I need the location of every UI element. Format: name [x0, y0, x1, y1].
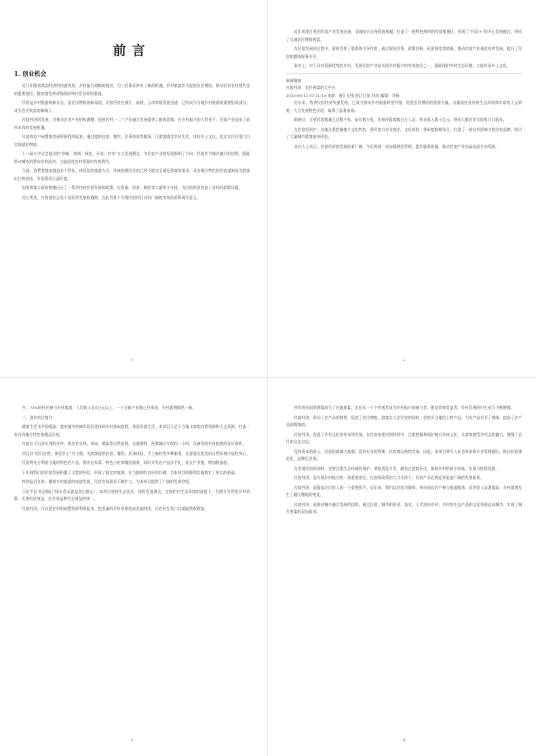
paragraph: 事实上，对于具有资源优势的乡村，发展民宿产业是实现乡村振兴的有效途径之一，既能保护乡村生态环境，又能传承乡土文化。: [294, 63, 511, 68]
paragraph: 近年来，我省民宿经济快速发展，已成为推动乡村旅游转型升级、促进农民增收的重要力量。各地依托良好的生态环境和丰富的人文资源，大力发展特色民宿，取得了显著成效。: [286, 100, 522, 113]
paragraph: 综上所述，民宿创业正处于良好的发展机遇期，在此背景下开展民宿项目具有广阔的市场前景和现实意义。: [22, 194, 201, 200]
page-number: 2: [402, 357, 406, 362]
paragraph: 据统计，全省民宿数量已达数千家，床位数万张，年接待游客数百万人次，营业收入数十亿元，带动大量农民实现家门口就业。: [294, 117, 507, 122]
paragraph: 随着生活水平的提高，越来越多的城市居民选择到乡村休闲度假，体验田园生活。本项目立足于当地丰富的自然资源和人文资源，打造一家具有地方特色的精品民宿。: [14, 424, 250, 437]
paragraph: 所有的民宿资源都成为了在地要素。农民从一个个旁观者成为乡村振兴的参与者、建设者和受益者，乡村发展的内生动力不断增强。: [294, 405, 515, 410]
paragraph: 二、创业项目简介: [22, 414, 53, 420]
paragraph: 民宿经济，是提高农民收入的一个重要抓手。近年来，我们以民宿为载体，带动周边农户参与旅游服务，农民收入显著提高，乡村面貌发生了翻天覆地的变化。: [286, 484, 522, 497]
paragraph: 近几年随着我国经济的快速发展，乡村振兴战略的提出，为三农事业带来了新的机遇。乡村旅游作为促进农民增收、推动农业农村现代化的重要途径，越来越受到各级政府和社会各界的重视。: [14, 83, 250, 96]
paragraph: 十年间我们的民宿发展积累了丰富的经验，形成了稳定的客源，在当地拥有良好的口碑，为本项目的顺利实施奠定了坚实的基础。: [22, 469, 239, 475]
paragraph: 十八届五中全会提出的“创新、协调、绿色、开放、共享”五大发展理念，为民宿产业的发展指明了方向。民宿作为城乡融合的纽带，既能带动城市消费向乡村流动，又能促进农村资源的有效利用。: [14, 151, 250, 164]
paragraph: 项目以“回归自然、体验乡土”为主题，为游客提供住宿、餐饮、农事体验、手工制作等多种服务，让游客在优美的自然环境中放松身心。: [22, 450, 250, 456]
page-title: 前言: [112, 44, 151, 59]
paragraph: 习近平总书记指出“绿水青山就是金山银山”，本项目坚持生态优先、绿色发展理念，在保护好生态环境的前提下，合理开发利用乡村资源，实现经济效益、社会效益和生态效益的统一。: [14, 488, 250, 501]
page-3: [0, 380, 264, 756]
paragraph: 国家和地方政府相继出台了一系列扶持民宿发展的政策，在用地、资金、税收等方面给予支持，为民宿创业营造了良好的政策环境。: [22, 185, 243, 190]
paragraph: 民宿位于山清水秀的乡村，周边有竹林、茶园、溪流等自然景观，交通便利，距离城区车程约一小时，具备发展乡村旅游的良好条件。: [22, 441, 247, 446]
page-divider-vertical: [267, 0, 268, 756]
paragraph: 民宿经济，促进了乡村文化的传承和发展。在民宿的建设和经营中，注重挖掘和保护地方传统文化，让游客感受乡村文化魅力，增强了农民的文化自信。: [286, 431, 522, 444]
paragraph: 民宿经济，带动了农产品的销售，促进了农民增收。游客在入住民宿的同时，会购买当地的土特产品，为农产品打开了销路，提高了农产品的附加值。: [286, 414, 522, 427]
paragraph: 在发展民宿的同时，也要注重生态环境的保护，坚持适度开发，避免过度商业化，保持乡村的原汁原味，实现可持续发展。: [294, 465, 500, 471]
news-title: 民宿经济：农民致富的大平台: [286, 85, 336, 90]
news-meta: 2015-08-12 07:11:10 来源：浙江在线-浙江日报 驻站 编辑：刘扬: [286, 92, 400, 98]
page-number: 4: [402, 737, 406, 742]
paragraph: 业内人士表示，民宿经济的发展前景广阔，今后将进一步加强规范管理，提升服务质量，推动民宿产业向高品质方向发展。: [294, 143, 500, 149]
paragraph: 民宿是乡村旅游的新业态，是农民增收的新渠道。民宿经济在浙江、福建、云南等地发展迅速，已经成为当地乡村旅游的重要组成部分，成为农民致富的新路子。: [14, 100, 250, 113]
page-number: 3: [130, 737, 134, 742]
paragraph: 民宿经济，可以把农村的闲置资源利用起来，把美丽的乡村风景变成美丽经济，让农民在家门口就能增收致富。: [22, 505, 209, 511]
paragraph: 民宿经济，是推动城乡融合发展的纽带。通过民宿，城市的资金、技术、人才流向乡村，乡村的生态产品和文化资源走向城市，实现了城乡要素的双向流动。: [286, 501, 522, 514]
paragraph: 民宿将充分利用当地的特色农产品，推出农家菜、特色小吃等餐饮服务，同时开发农产品伴手礼，延长产业链，增加附加值。: [22, 460, 231, 465]
page-4: [272, 380, 536, 756]
paragraph: 在民宿发展中，各地注重挖掘地方文化特色，将民宿与农业观光、文化体验、休闲度假相结合，打造了一批具有影响力的民宿品牌，吸引了大量城市游客前来体验。: [286, 126, 522, 139]
paragraph: 民宿经济，是实现乡村振兴的一条重要途径。在国家政策的大力支持下，民宿产业必将迎来更加广阔的发展前景。: [294, 475, 484, 480]
paragraph: 多，73%的村民参与乡村旅游，人均收入在5万元以上，一个全新产业链已经形成，乡村面貌焕然一新。: [22, 405, 197, 410]
section-heading: 1. 创业机会: [14, 71, 47, 78]
paragraph: 在民宿发展的过程中，政府发挥了重要的引导作用，通过规划引领、政策扶持、标准规范等措施，推动民宿产业规范有序发展，提升了民宿的整体服务水平。: [286, 46, 522, 59]
page-number: 1: [130, 357, 134, 362]
page-1: [0, 0, 264, 376]
paragraph: 近年来浙江省的民宿产业发展迅速，各地结合自身资源禀赋，打造了一批特色鲜明的民宿集聚区，形成了“民宿+”的多元发展模式，带动了当地农民增收致富。: [286, 29, 522, 42]
page-divider-horizontal: [0, 377, 536, 378]
paragraph: 民宿经济的发展，为推动农业产业结构调整、促进农村一二三产业融合发展提供了新的思路。在乡村振兴的大背景下，民宿产业迎来了前所未有的发展机遇。: [14, 117, 250, 130]
divider: [286, 73, 522, 74]
page-2: [272, 0, 536, 376]
news-label: 新闻链接：: [286, 77, 305, 83]
paragraph: 民宿将农户闲置的房屋资源利用起来，通过提供住宿、餐饮、农事体验等服务，让游客感受乡村生活，体验乡土文化，也让农民在家门口实现就业增收。: [14, 134, 250, 147]
paragraph: 特别是近年来，随着乡村旅游的快速发展，民宿市场需求不断扩大，为本项目提供了广阔的发展空间。: [22, 479, 193, 484]
paragraph: 当前，消费者越来越追求个性化、体验化的旅游方式，传统的酒店住宿已经不能完全满足游客的需求，具有地方特色的民宿逐渐成为游客出行的首选，市场需求日益旺盛。: [14, 168, 250, 181]
paragraph: 没有资本的进入，民宿很难做大做强；没有专业的管理，民宿难以持续发展。因此，本项目将引入社会资本和专业管理团队，推动民宿规范化、品牌化发展。: [286, 448, 522, 461]
